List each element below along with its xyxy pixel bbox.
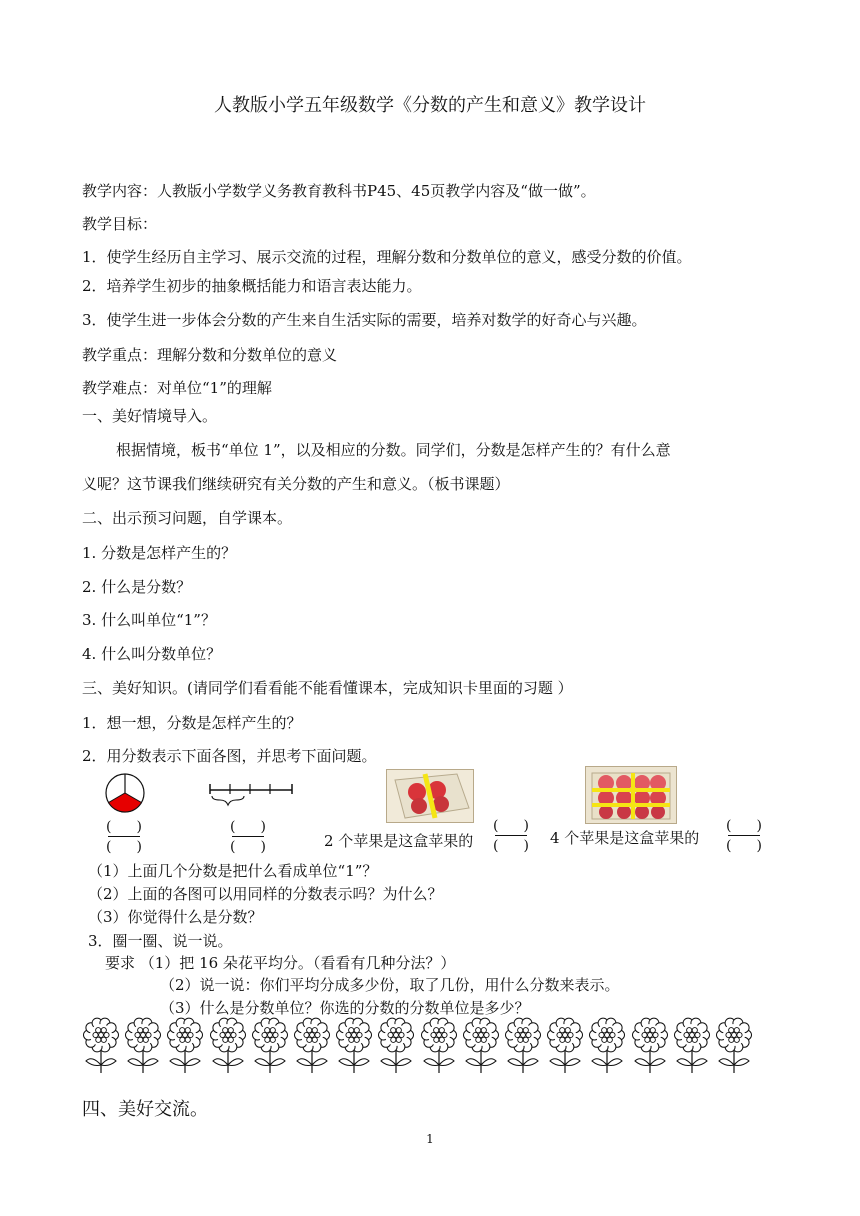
flower-icon[interactable] <box>588 1017 626 1075</box>
fraction-blank-apple-2[interactable]: ( ) ( ) <box>493 818 529 854</box>
segment-fraction-figure <box>206 782 296 812</box>
circle-fraction-figure <box>104 772 146 814</box>
flower-icon[interactable] <box>251 1017 289 1075</box>
preview-question-1: 1. 分数是怎样产生的？ <box>82 544 237 562</box>
section-4-heading: 四、美好交流。 <box>82 1099 208 1120</box>
requirement-2: （2）说一说：你们平均分成多少份，取了几份，用什么分数来表示。 <box>160 976 620 994</box>
flower-icon[interactable] <box>631 1017 669 1075</box>
knowledge-item-3: 3．圈一圈、说一说。 <box>88 932 233 950</box>
teaching-content: 教学内容：人教版小学数学义务教育教科书P45、45页教学内容及“做一做”。 <box>82 182 596 200</box>
apple-2-text: 2 个苹果是这盒苹果的 <box>324 832 474 850</box>
requirement-1: 要求 （1）把 16 朵花平均分。（看看有几种分法？） <box>105 954 456 972</box>
fraction-blank-segment[interactable]: ( ) ( ) <box>230 819 266 855</box>
page-number: 1 <box>426 1132 434 1146</box>
section-3-heading: 三、美好知识。(请同学们看看能不能看懂课本，完成知识卡里面的习题 ） <box>82 679 573 697</box>
flower-icon[interactable] <box>673 1017 711 1075</box>
section-1-heading: 一、美好情境导入。 <box>82 407 218 425</box>
preview-question-3: 3. 什么叫单位“1”？ <box>82 611 216 629</box>
section-2-heading: 二、出示预习问题，自学课本。 <box>82 509 293 527</box>
flower-icon[interactable] <box>293 1017 331 1075</box>
flower-icon[interactable] <box>166 1017 204 1075</box>
flower-icon[interactable] <box>209 1017 247 1075</box>
flower-icon[interactable] <box>420 1017 458 1075</box>
apple-box-photo-4 <box>585 766 677 824</box>
goal-1: 1．使学生经历自主学习、展示交流的过程，理解分数和分数单位的意义，感受分数的价值。 <box>82 248 692 266</box>
flower-icon[interactable] <box>462 1017 500 1075</box>
goal-2: 2．培养学生初步的抽象概括能力和语言表达能力。 <box>82 277 422 295</box>
flower-row <box>82 1017 782 1077</box>
flower-icon[interactable] <box>82 1017 120 1075</box>
flower-icon[interactable] <box>124 1017 162 1075</box>
knowledge-item-2: 2．用分数表示下面各图，并思考下面问题。 <box>82 747 377 765</box>
flower-icon[interactable] <box>377 1017 415 1075</box>
section-1-paragraph-line-2: 义呢？这节课我们继续研究有关分数的产生和意义。（板书课题） <box>82 475 510 493</box>
requirement-3: （3）什么是分数单位？你选的分数的分数单位是多少？ <box>160 999 530 1017</box>
preview-question-2: 2. 什么是分数？ <box>82 578 192 596</box>
goal-3: 3．使学生进一步体会分数的产生来自生活实际的需要，培养对数学的好奇心与兴趣。 <box>82 311 647 329</box>
section-1-paragraph-line-1: 根据情境，板书“单位 1”，以及相应的分数。同学们，分数是怎样产生的？有什么意 <box>116 441 671 459</box>
knowledge-item-1: 1．想一想，分数是怎样产生的？ <box>82 714 302 732</box>
key-point: 教学重点：理解分数和分数单位的意义 <box>82 346 338 364</box>
apple-box-photo-2 <box>386 769 474 823</box>
sub-question-1: （1）上面几个分数是把什么看成单位“1”？ <box>88 862 378 880</box>
flower-icon[interactable] <box>504 1017 542 1075</box>
fraction-blank-apple-4[interactable]: ( ) ( ) <box>726 818 762 854</box>
flower-icon[interactable] <box>335 1017 373 1075</box>
difficult-point: 教学难点：对单位“1”的理解 <box>82 379 272 397</box>
sub-question-2: （2）上面的各图可以用同样的分数表示吗？为什么？ <box>88 885 443 903</box>
flower-icon[interactable] <box>546 1017 584 1075</box>
preview-question-4: 4. 什么叫分数单位？ <box>82 645 222 663</box>
goals-heading: 教学目标： <box>82 215 158 233</box>
sub-question-3: （3）你觉得什么是分数？ <box>88 908 263 926</box>
fraction-blank-circle[interactable]: ( ) ( ) <box>106 819 142 855</box>
apple-4-text: 4 个苹果是这盒苹果的 <box>550 829 700 847</box>
document-title: 人教版小学五年级数学《分数的产生和意义》教学设计 <box>214 95 646 116</box>
flower-icon[interactable] <box>715 1017 753 1075</box>
